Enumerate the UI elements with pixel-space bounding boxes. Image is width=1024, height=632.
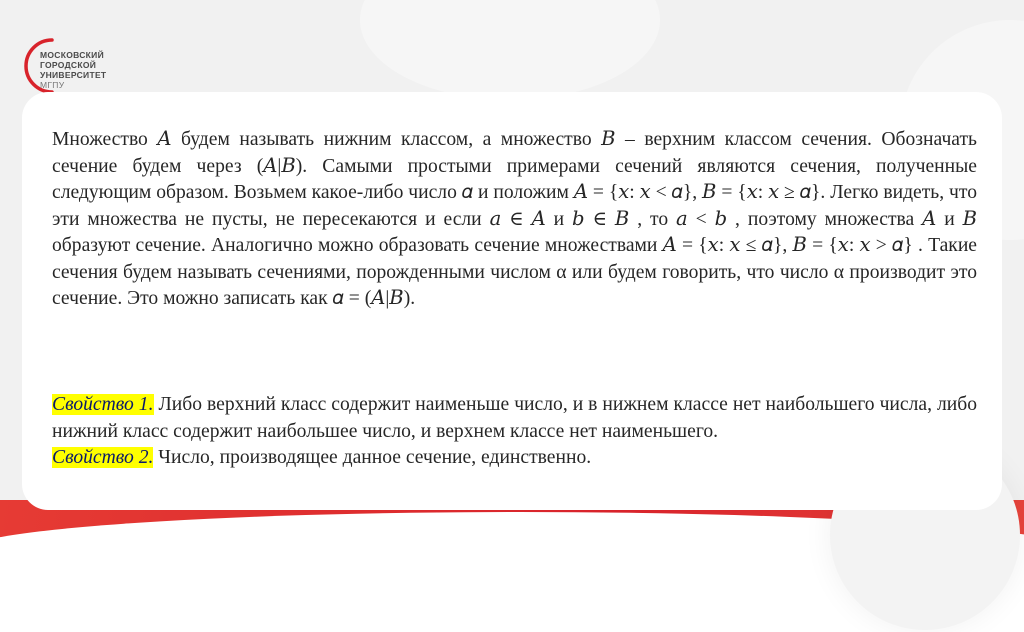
logo-line-4: МГПУ [40,80,65,90]
property-1-text: Либо верхний класс содержит наименьше число, и в нижнем классе нет наибольшего числа, либо нижний класс содержит наибольшее число, и верхнем классе нет наименьшего. [52,394,977,442]
property-2-label: Свойство 2. [52,447,154,468]
property-1-label: Свойство 1. [52,394,154,415]
logo-text [40,50,106,90]
property-2-text: Число, производящее данное сечение, единственно. [153,447,592,468]
definition-paragraph: Множество 𝐴 будем называть нижним классом, а множество 𝐵 – верхним классом сечения. Обозначать сечение будем через (𝐴|𝐵). Самыми простыми примерами сечений являются сечения, полученные следующим образом. Возьмем какое-либо число 𝛼 и положим 𝐴 = {𝑥: 𝑥 < 𝛼}, 𝐵 = {𝑥: 𝑥 ≥ 𝛼}. Легко видеть, что эти множества не пусты, не пересекаются и если 𝑎 ∈ 𝐴 и 𝑏 ∈ 𝐵 , то 𝑎 < 𝑏 , поэтому множества 𝐴 и 𝐵 образуют сечение. Аналогично можно образовать сечение множествами 𝐴 = {𝑥: 𝑥 ≤ 𝛼}, 𝐵 = {𝑥: 𝑥 > 𝛼} . Такие сечения будем называть сечениями, порожденными числом α или будем говорить, что число α производит это сечение. Это можно записать как 𝛼 = (𝐴|𝐵). [52,129,977,309]
logo-line-1: МОСКОВСКИЙ [40,50,104,60]
properties-block [52,392,977,472]
logo-line-3: УНИВЕРСИТЕТ [40,70,107,80]
decor-circle-top [360,0,660,100]
logo-line-2: ГОРОДСКОЙ [40,60,97,70]
property-1 [52,392,977,445]
property-2 [52,445,977,472]
